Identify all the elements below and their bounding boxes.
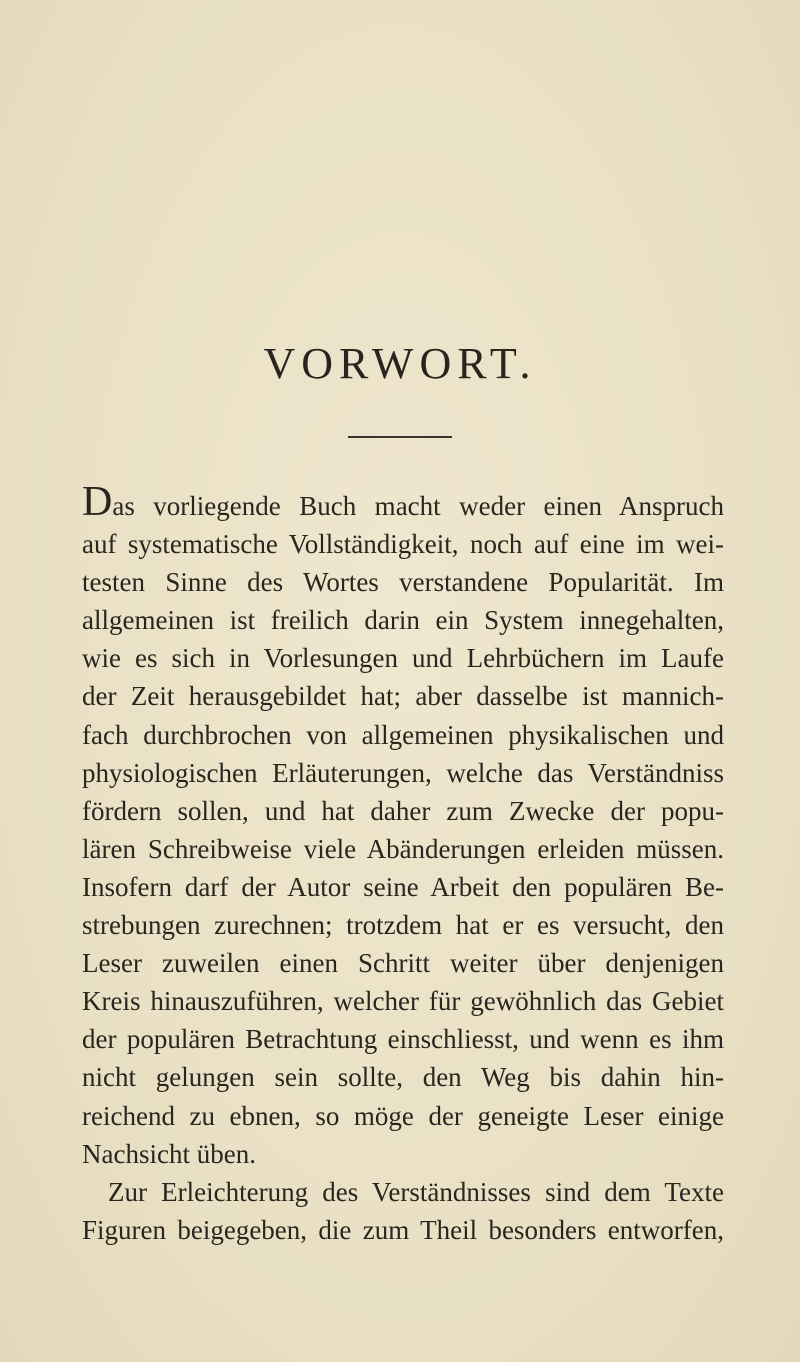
text-line: nicht gelungen sein sollte, den Weg bis dahin hin- xyxy=(82,1062,724,1093)
text-line: lären Schreibweise viele Abänderungen erleiden müssen. xyxy=(82,833,724,864)
text-line: Leser zuweilen einen Schritt weiter über denjenigen xyxy=(82,948,724,979)
text-line: allgemeinen ist freilich darin ein System innegehalten, xyxy=(82,605,724,636)
text-line xyxy=(82,479,724,525)
text-line: strebungen zurechnen; trotzdem hat er es versucht, den xyxy=(82,910,724,941)
text-line: Kreis hinauszuführen, welcher für gewöhnlich das Gebiet xyxy=(82,986,724,1017)
drop-cap: D xyxy=(82,479,113,525)
text-line: Figuren beigegeben, die zum Theil besonders entworfen, xyxy=(82,1214,724,1245)
title-rule xyxy=(348,436,452,438)
text-line: fördern sollen, und hat daher zum Zwecke der popu- xyxy=(82,795,724,826)
body-text xyxy=(82,479,724,1249)
text-line-rest: as vorliegende Buch macht weder einen Anspruch xyxy=(112,491,724,521)
page-title: VORWORT. xyxy=(263,339,537,388)
text-line: Zur Erleichterung des Verständnisses sind dem Texte xyxy=(108,1176,724,1207)
text-line: physiologischen Erläuterungen, welche das Verständniss xyxy=(82,757,724,788)
text-line: der populären Betrachtung einschliesst, und wenn es ihm xyxy=(82,1024,724,1055)
text-line: testen Sinne des Wortes verstandene Popularität. Im xyxy=(82,567,724,598)
text-line: reichend zu ebnen, so möge der geneigte Leser einige xyxy=(82,1100,724,1131)
text-line: auf systematische Vollständigkeit, noch auf eine im wei- xyxy=(82,529,724,560)
text-line: fach durchbrochen von allgemeinen physikalischen und xyxy=(82,719,724,750)
text-line: Nachsicht üben. xyxy=(82,1138,256,1169)
text-line: der Zeit herausgebildet hat; aber dasselbe ist mannich- xyxy=(82,681,724,712)
text-line: wie es sich in Vorlesungen und Lehrbüchern im Laufe xyxy=(82,643,724,674)
text-line: Insofern darf der Autor seine Arbeit den populären Be- xyxy=(82,871,724,902)
